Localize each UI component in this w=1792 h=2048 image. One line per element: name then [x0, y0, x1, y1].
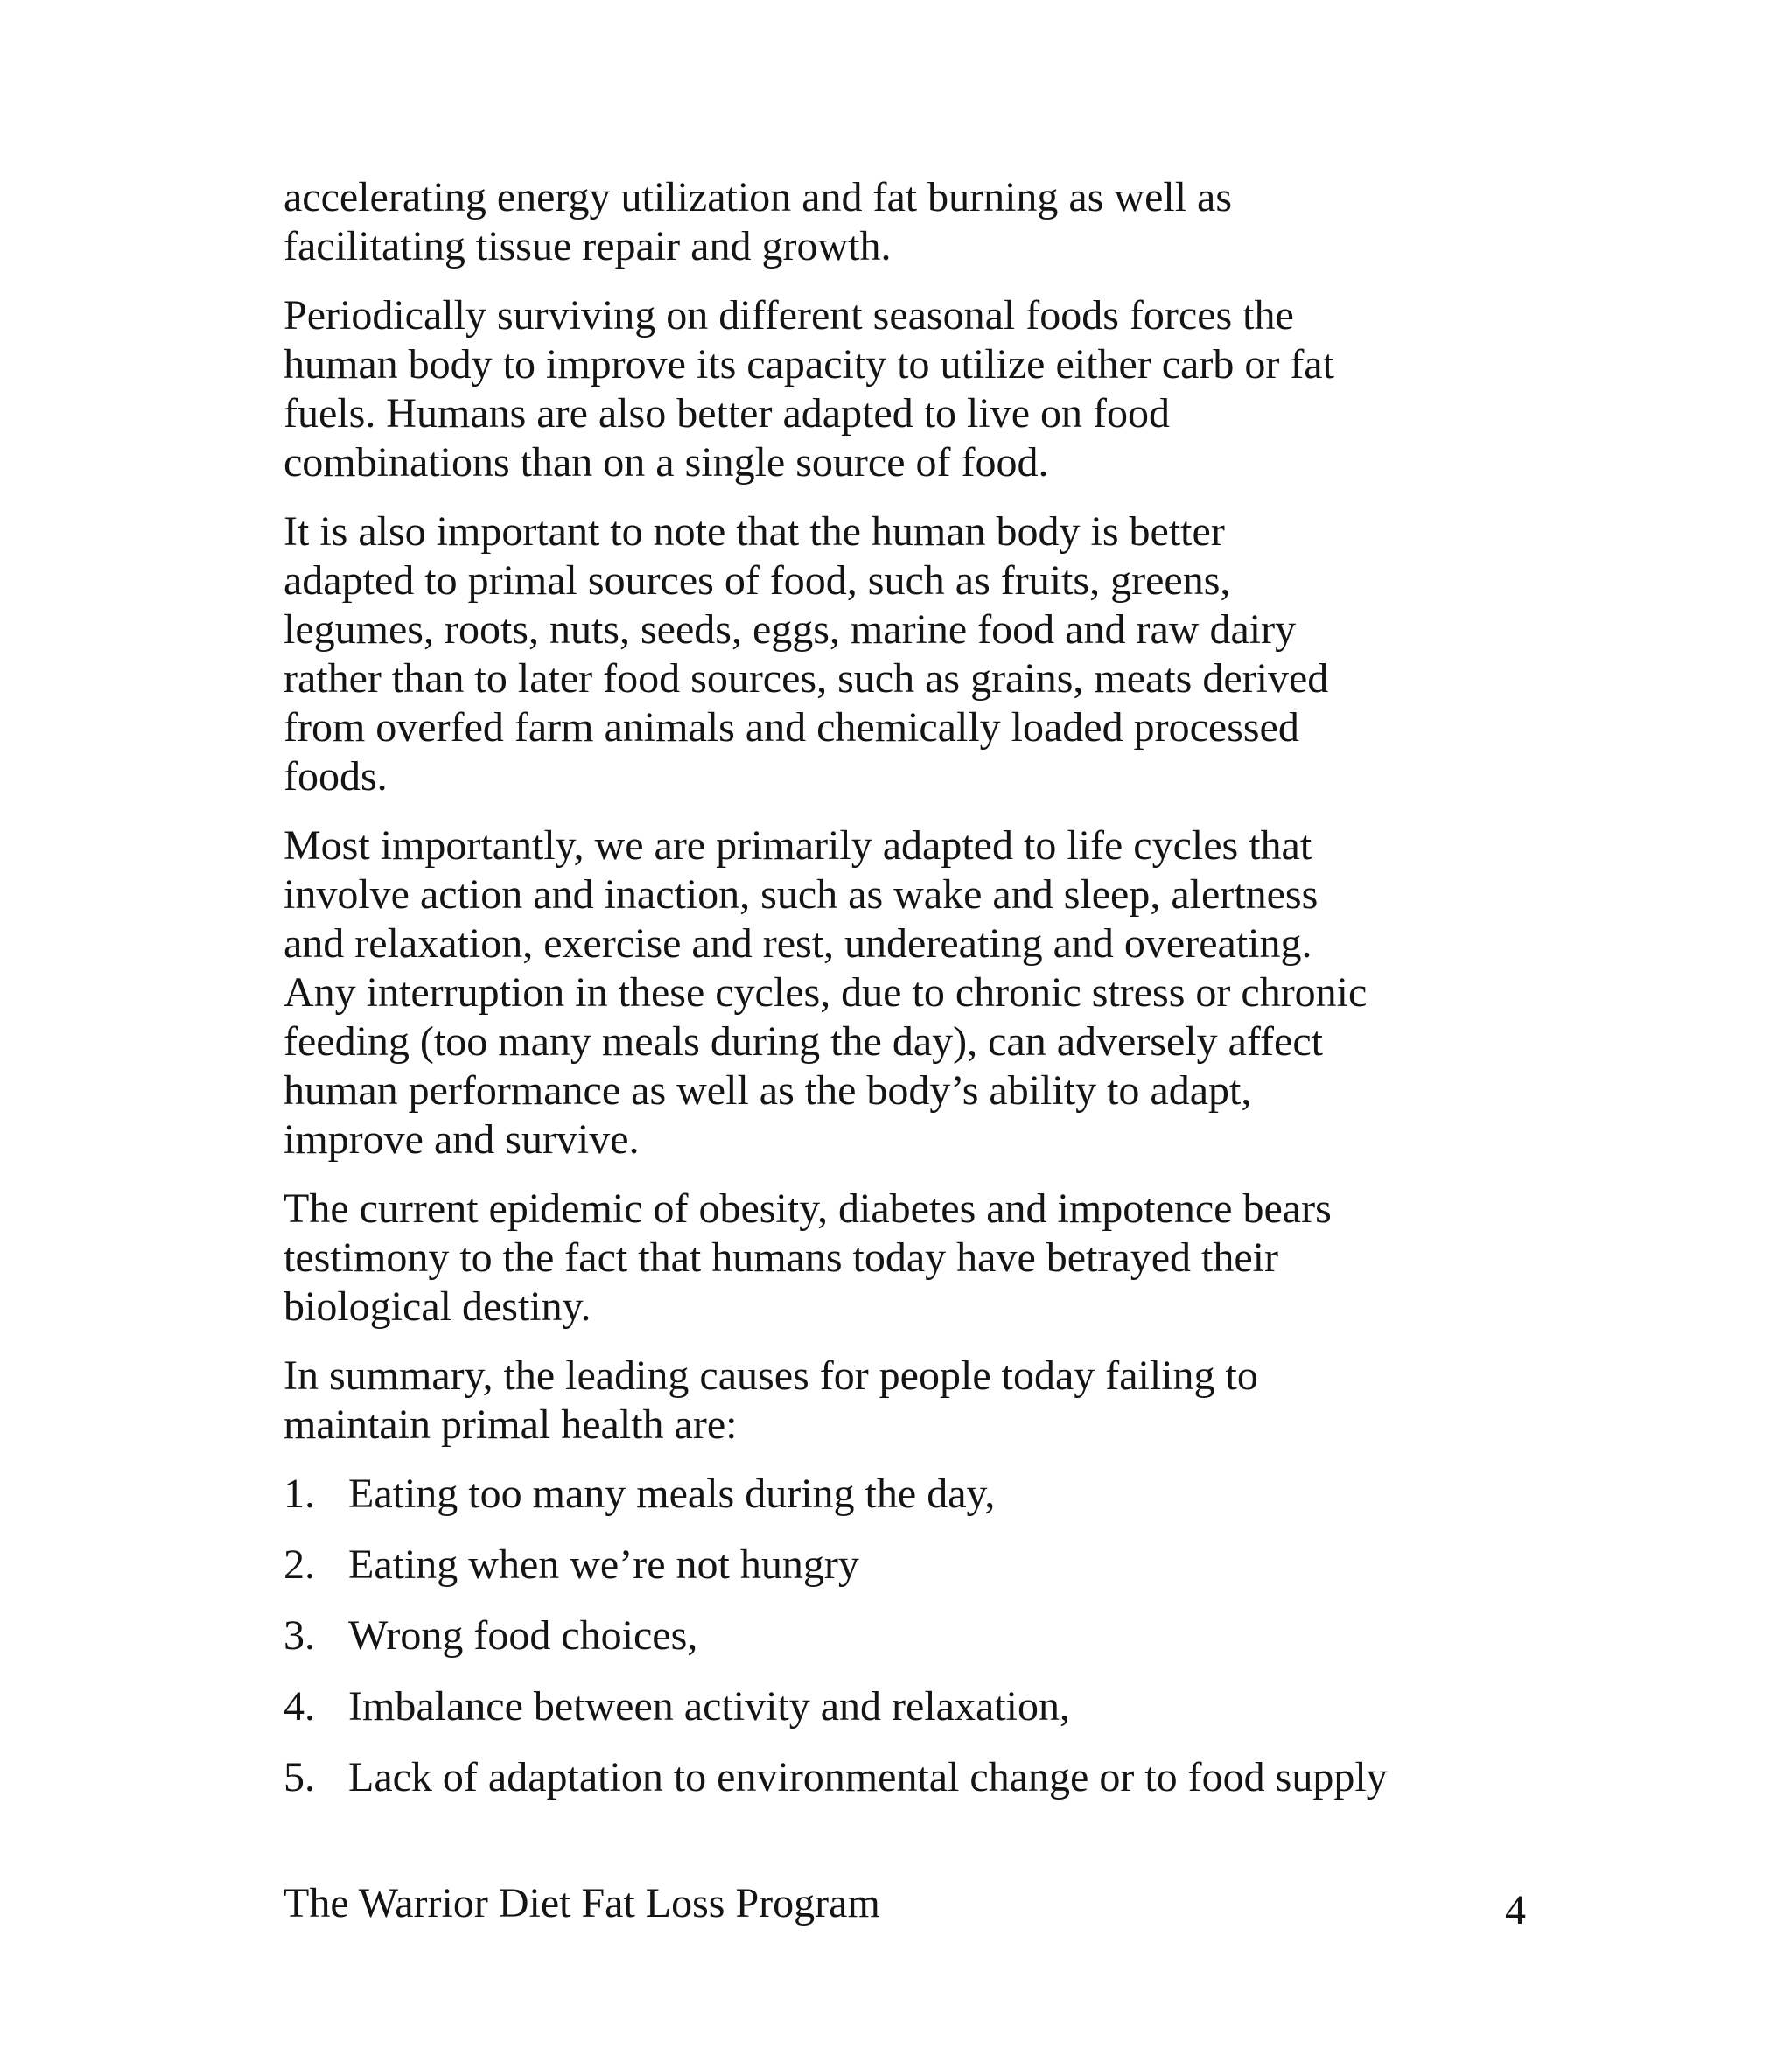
paragraph: Most importantly, we are primarily adapted to life cycles that involve action and inaction, such as wake and sleep, alertness and relaxation, exercise and rest, undereating and overeating. Any interruption in these cycles, due to chronic stress or chronic feeding (too many meals during the day), can adversely affect human performance as well as the body’s ability to adapt, improve and survive. [284, 822, 1368, 1163]
list-text: Lack of adaptation to environmental change or to food supply [348, 1754, 1388, 1800]
footer-title: The Warrior Diet Fat Loss Program [284, 1880, 880, 1926]
list-text: Eating when we’re not hungry [348, 1541, 859, 1588]
list-text: Wrong food choices, [348, 1612, 698, 1659]
list-number: 1. [284, 1471, 315, 1517]
paragraph: accelerating energy utilization and fat burning as well as facilitating tissue repair and growth. [284, 174, 1233, 269]
page-number: 4 [1505, 1887, 1526, 1933]
causes-list [284, 1470, 1544, 1824]
list-number: 2. [284, 1541, 315, 1588]
paragraph: In summary, the leading causes for people today failing to maintain primal health are: [284, 1353, 1258, 1448]
list-item [284, 1611, 1544, 1682]
paragraph: It is also important to note that the human body is better adapted to primal sources of food, such as fruits, greens, legumes, roots, nuts, seeds, eggs, marine food and raw dairy rather than to later food sources, such as grains, meats derived from overfed farm animals and chemically loaded processed foods. [284, 508, 1329, 800]
list-text: Imbalance between activity and relaxation, [348, 1683, 1070, 1730]
list-number: 3. [284, 1612, 315, 1659]
list-number: 4. [284, 1683, 315, 1730]
paragraph: The current epidemic of obesity, diabetes and impotence bears testimony to the fact that humans today have betrayed their biological destiny. [284, 1185, 1332, 1330]
body-text [284, 173, 1544, 1824]
list-item [284, 1753, 1544, 1824]
list-item [284, 1682, 1544, 1753]
list-text: Eating too many meals during the day, [348, 1471, 996, 1517]
list-number: 5. [284, 1754, 315, 1800]
paragraph: Periodically surviving on different seasonal foods forces the human body to improve its capacity to utilize either carb or fat fuels. Humans are also better adapted to live on food combinations than on a single source of food. [284, 292, 1334, 486]
list-item [284, 1541, 1544, 1611]
list-item [284, 1470, 1544, 1541]
